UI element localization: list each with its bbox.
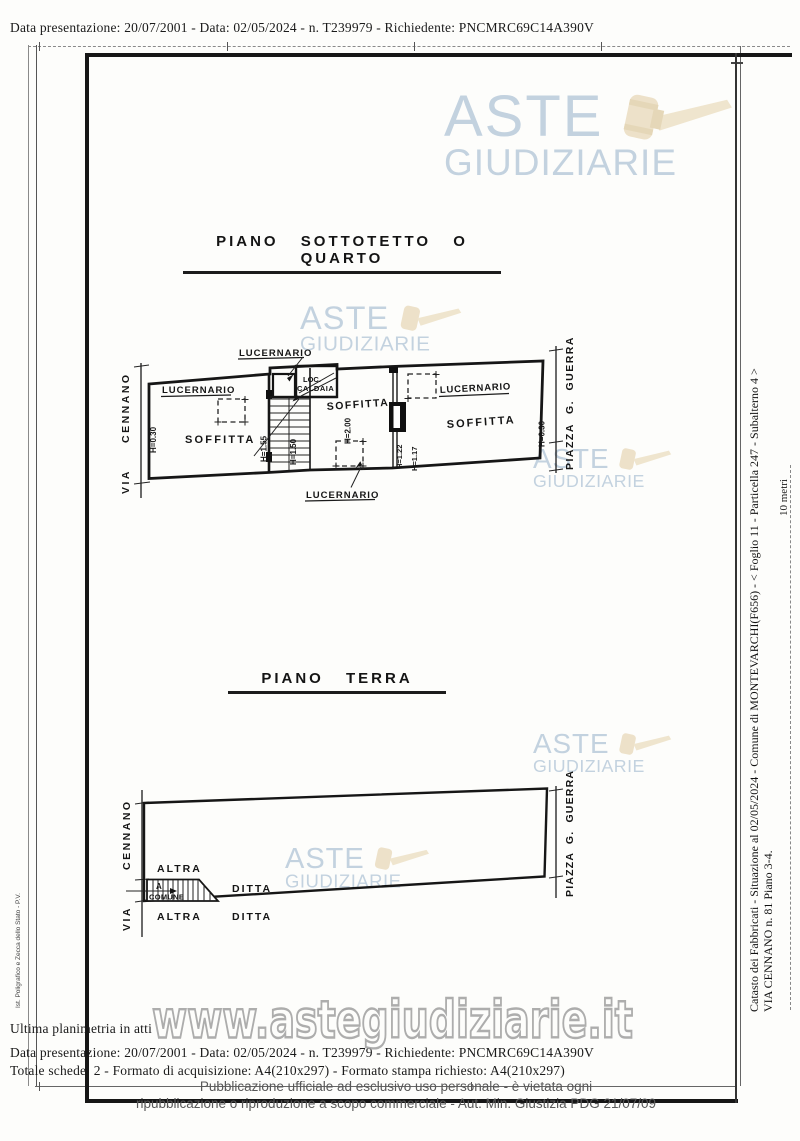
height-label: H=1.22 (395, 444, 404, 469)
ground-floor-plan (95, 752, 600, 942)
label-lucernario-top: LUCERNARIO (239, 348, 313, 359)
sheet-border-left (85, 53, 89, 1103)
watermark-aste-text: ASTE (533, 728, 610, 760)
room-label-caldaia: CALDAIA (297, 384, 335, 393)
gavel-icon (611, 732, 672, 760)
height-label: H=1.50 (289, 438, 298, 465)
gavel-icon (392, 304, 464, 336)
label-lucernario-bottom: LUCERNARIO (306, 490, 380, 501)
area-label-ditta-lower: DITTA (232, 911, 273, 923)
street-line-right (549, 786, 563, 898)
height-label: H=1.55 (259, 435, 269, 462)
right-thin-rule (740, 46, 741, 1086)
watermark-giudiziarie-text: GIUDIZIARIE (285, 871, 402, 892)
room-label-soffitta-middle: SOFFITTA (326, 396, 390, 413)
height-label: H=1.17 (410, 446, 419, 471)
street-label-piazza-guerra: PIAZZA G. GUERRA (564, 336, 576, 470)
catasto-side-caption (747, 368, 775, 1012)
registration-tick (601, 42, 602, 51)
footer-line-1: Data presentazione: 20/07/2001 - Data: 02/05/2024 - n. T239979 - Richiedente: PNCMRC69C14A390V (10, 1045, 594, 1060)
room-label-loc: LOC. (303, 375, 321, 384)
aste-giudiziarie-watermark (444, 84, 736, 183)
street-label-cennano: CENNANO (121, 799, 133, 870)
footer-note: Ultima planimetria in atti (10, 1021, 153, 1036)
website-watermark: www.astegiudiziarie.it (152, 990, 633, 1050)
legal-banner-line-2: ripubblicazione o riproduzione a scopo commerciale - Aut. Min. Giustizia PDG 21/07/09 (135, 1096, 656, 1111)
catasto-line-1: Catasto dei Fabbricati - Situazione al 02/05/2024 - Comune di MONTEVARCHI(F656) - < Foglio 11 - Particella 247 - Subalterno 4 > (747, 368, 761, 1012)
street-line-right (549, 346, 563, 473)
sheet-border-right (735, 53, 737, 1103)
catasto-line-2: VIA CENNANO n. 81 Piano 3-4. (761, 850, 775, 1012)
ground-plan-title: PIANO TERRA (228, 670, 446, 694)
ground-outer-walls (144, 789, 547, 902)
street-label-cennano: CENNANO (120, 372, 132, 443)
footer-line-2: Totale schede: 2 - Formato di acquisizione: A4(210x297) - Formato stampa richiesto: A4(210x297) (10, 1063, 565, 1078)
legal-banner-line-1: Pubblicazione ufficiale ad esclusivo uso personale - è vietata ogni (199, 1079, 593, 1094)
gavel-icon (608, 92, 736, 150)
room-label-soffitta-right: SOFFITTA (446, 414, 517, 431)
street-label-piazza-guerra: PIAZZA G. GUERRA (564, 769, 576, 897)
registration-tick (731, 62, 743, 64)
street-label-via: VIA (121, 905, 133, 931)
watermark-aste-text: ASTE (444, 84, 604, 149)
skylight-symbol-left (215, 396, 249, 426)
sheet-border-top (85, 53, 792, 57)
gavel-icon (611, 447, 672, 475)
label-lucernario-right: LUCERNARIO (439, 381, 512, 396)
registration-tick (414, 42, 415, 51)
right-dashed-rule (790, 465, 791, 1010)
watermark-giudiziarie-text: GIUDIZIARIE (533, 755, 645, 776)
watermark-giudiziarie-text: GIUDIZIARIE (444, 142, 678, 183)
left-thin-rule (28, 45, 29, 1086)
height-label: H=2.00 (343, 417, 353, 444)
watermark-aste-text: ASTE (533, 443, 610, 475)
watermark-aste-text: ASTE (285, 842, 365, 875)
area-label-altra-lower: ALTRA (157, 911, 202, 923)
registration-tick (39, 42, 40, 51)
street-line-left (135, 790, 149, 937)
attic-plan-title: PIANO SOTTOTETTO O QUARTO (183, 233, 501, 274)
watermark-giudiziarie-text: GIUDIZIARIE (300, 332, 431, 356)
street-label-via: VIA (120, 468, 132, 494)
registration-tick (227, 42, 228, 51)
scale-label: 10 metri (778, 479, 790, 516)
arrow-to-middle-skylight (351, 461, 362, 487)
room-label-soffitta-left: SOFFITTA (185, 434, 256, 446)
skylight-symbol-right (405, 371, 440, 402)
left-thin-rule-2 (36, 45, 38, 1086)
watermark-giudiziarie-text: GIUDIZIARIE (533, 470, 645, 491)
height-label: H=0.30 (149, 426, 158, 453)
printer-imprint: Ist. Poligrafico e Zecca dello Stato - P.V. (15, 893, 22, 1008)
watermark-aste-text: ASTE (300, 299, 390, 337)
label-a: A (156, 882, 162, 891)
attic-floor-plan (95, 333, 600, 513)
area-label-altra-upper: ALTRA (157, 863, 202, 875)
header-line: Data presentazione: 20/07/2001 - Data: 02/05/2024 - n. T239979 - Richiedente: PNCMRC69C14A390V (10, 20, 594, 35)
height-label: H=0.30 (537, 420, 547, 447)
top-dotted-rule (28, 46, 790, 47)
label-lucernario-left: LUCERNARIO (162, 385, 236, 396)
area-label-ditta-upper: DITTA (232, 883, 273, 895)
label-comune: COMUNE (149, 892, 185, 902)
